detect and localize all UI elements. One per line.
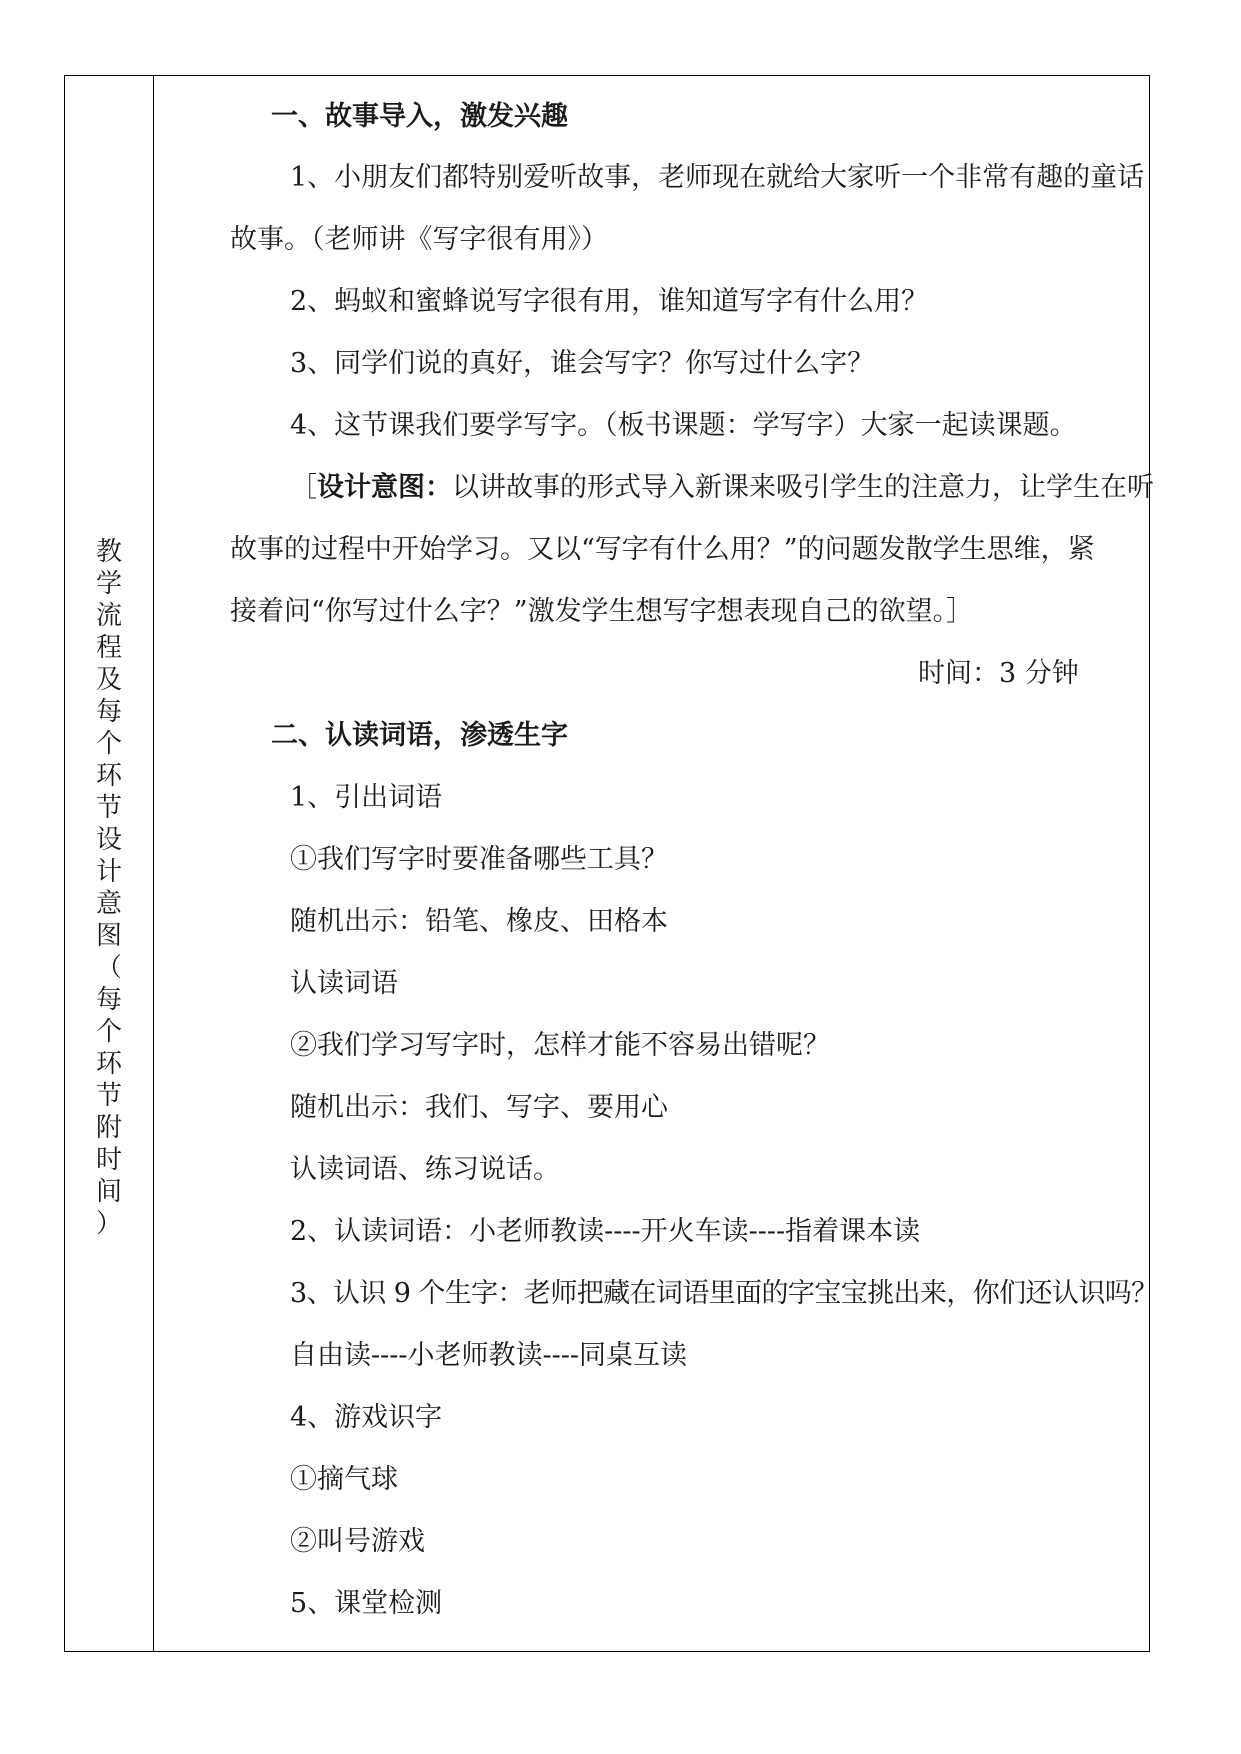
section2-item: ②我们学习写字时，怎样才能不容易出错呢？	[290, 1030, 830, 1061]
section2-item: 自由读----小老师教读----同桌互读	[290, 1340, 687, 1371]
section1-heading: 一、故事导入，激发兴趣	[271, 101, 568, 132]
section2-heading: 二、认读词语，渗透生字	[271, 720, 568, 751]
section2-item: 2、认读词语：小老师教读----开火车读----指着课本读	[290, 1216, 921, 1247]
section1-paragraph-4: 4、这节课我们要学写字。（板书课题：学写字）大家一起读课题。	[290, 410, 1077, 441]
design-intent-line-1	[290, 471, 1154, 505]
section2-item: 认读词语、练习说话。	[290, 1154, 560, 1185]
section2-item: 随机出示：铅笔、橡皮、田格本	[290, 906, 668, 937]
section2-item: ②叫号游戏	[290, 1526, 425, 1557]
section2-item: 3、认识 9 个生字：老师把藏在词语里面的字宝宝挑出来，你们还认识吗？	[290, 1278, 1158, 1309]
section2-item: ①我们写字时要准备哪些工具？	[290, 844, 668, 875]
column-divider	[153, 76, 154, 1651]
design-intent-label: 设计意图：	[317, 472, 452, 503]
section1-time: 时间：3 分钟	[918, 658, 1079, 689]
section1-paragraph-1-line-1: 1、小朋友们都特别爱听故事，老师现在就给大家听一个非常有趣的童话	[290, 162, 1145, 193]
section1-paragraph-3: 3、同学们说的真好，谁会写字？你写过什么字？	[290, 348, 875, 379]
section1-paragraph-2: 2、蚂蚁和蜜蜂说写字很有用，谁知道写字有什么用？	[290, 286, 929, 317]
design-intent-line-3: 接着问“你写过什么字？”激发学生想写字想表现自己的欲望。］	[230, 596, 974, 627]
design-intent-open-bracket: ［	[290, 472, 317, 503]
section2-item: 1、引出词语	[290, 782, 443, 813]
section2-item: 认读词语	[290, 968, 398, 999]
design-intent-text-1: 以讲故事的形式导入新课来吸引学生的注意力，让学生在听	[452, 472, 1154, 503]
content-cell	[155, 76, 1158, 1651]
section1-paragraph-1-line-2: 故事。（老师讲《写字很有用》）	[230, 224, 608, 255]
section2-item: 5、课堂检测	[290, 1588, 443, 1619]
lesson-table	[64, 75, 1158, 1652]
section2-item: 随机出示：我们、写字、要用心	[290, 1092, 668, 1123]
section2-item: 4、游戏识字	[290, 1402, 443, 1433]
design-intent-line-2: 故事的过程中开始学习。又以“写字有什么用？”的问题发散学生思维，紧	[230, 534, 1095, 565]
row-label-cell	[65, 76, 153, 1651]
section2-item: ①摘气球	[290, 1464, 398, 1495]
row-label: 教 学 流 程 及 每 个 环 节 设 计 意 图 （ 每 个 环 节 附 时 间 ）	[95, 537, 122, 1239]
